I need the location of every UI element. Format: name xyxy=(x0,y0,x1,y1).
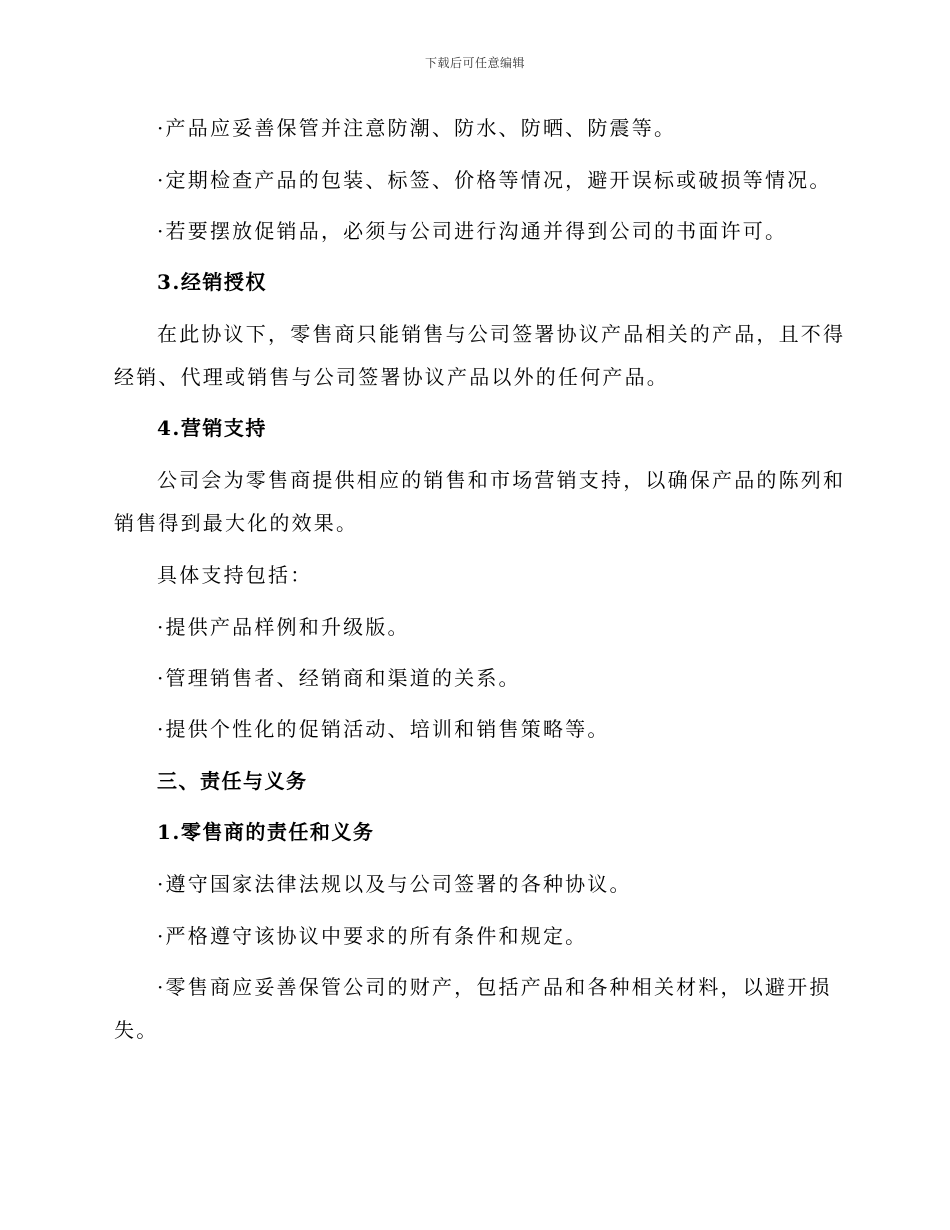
body-paragraph-continuation: 销售得到最大化的效果。 xyxy=(114,511,359,535)
bullet-paragraph-continuation: 失。 xyxy=(114,1018,159,1042)
bullet-paragraph: ·严格遵守该协议中要求的所有条件和规定。 xyxy=(157,924,588,948)
bullet-paragraph: ·遵守国家法律法规以及与公司签署的各种协议。 xyxy=(157,872,632,896)
section-heading: 1.零售商的责任和义务 xyxy=(157,820,375,844)
body-paragraph: 公司会为零售商提供相应的销售和市场营销支持，以确保产品的陈列和 xyxy=(157,468,846,492)
body-paragraph: 在此协议下，零售商只能销售与公司签署协议产品相关的产品，且不得 xyxy=(157,322,846,346)
section-heading: 3.经销授权 xyxy=(157,270,267,294)
bullet-paragraph: ·提供产品样例和升级版。 xyxy=(157,615,410,639)
section-heading: 4.营销支持 xyxy=(157,416,267,440)
bullet-paragraph: ·定期检查产品的包装、标签、价格等情况，避开误标或破损等情况。 xyxy=(157,168,832,192)
chapter-heading: 三、责任与义务 xyxy=(157,769,308,793)
bullet-paragraph: ·提供个性化的促销活动、培训和销售策略等。 xyxy=(157,717,610,741)
body-paragraph: 具体支持包括： xyxy=(157,563,313,587)
body-paragraph-continuation: 经销、代理或销售与公司签署协议产品以外的任何产品。 xyxy=(114,365,669,389)
bullet-paragraph: ·管理销售者、经销商和渠道的关系。 xyxy=(157,666,521,690)
page-header: 下载后可任意编辑 xyxy=(424,56,525,70)
bullet-paragraph: ·产品应妥善保管并注意防潮、防水、防晒、防震等。 xyxy=(157,116,677,140)
bullet-paragraph: ·若要摆放促销品，必须与公司进行沟通并得到公司的书面许可。 xyxy=(157,219,788,243)
bullet-paragraph: ·零售商应妥善保管公司的财产，包括产品和各种相关材料，以避开损 xyxy=(157,975,832,999)
